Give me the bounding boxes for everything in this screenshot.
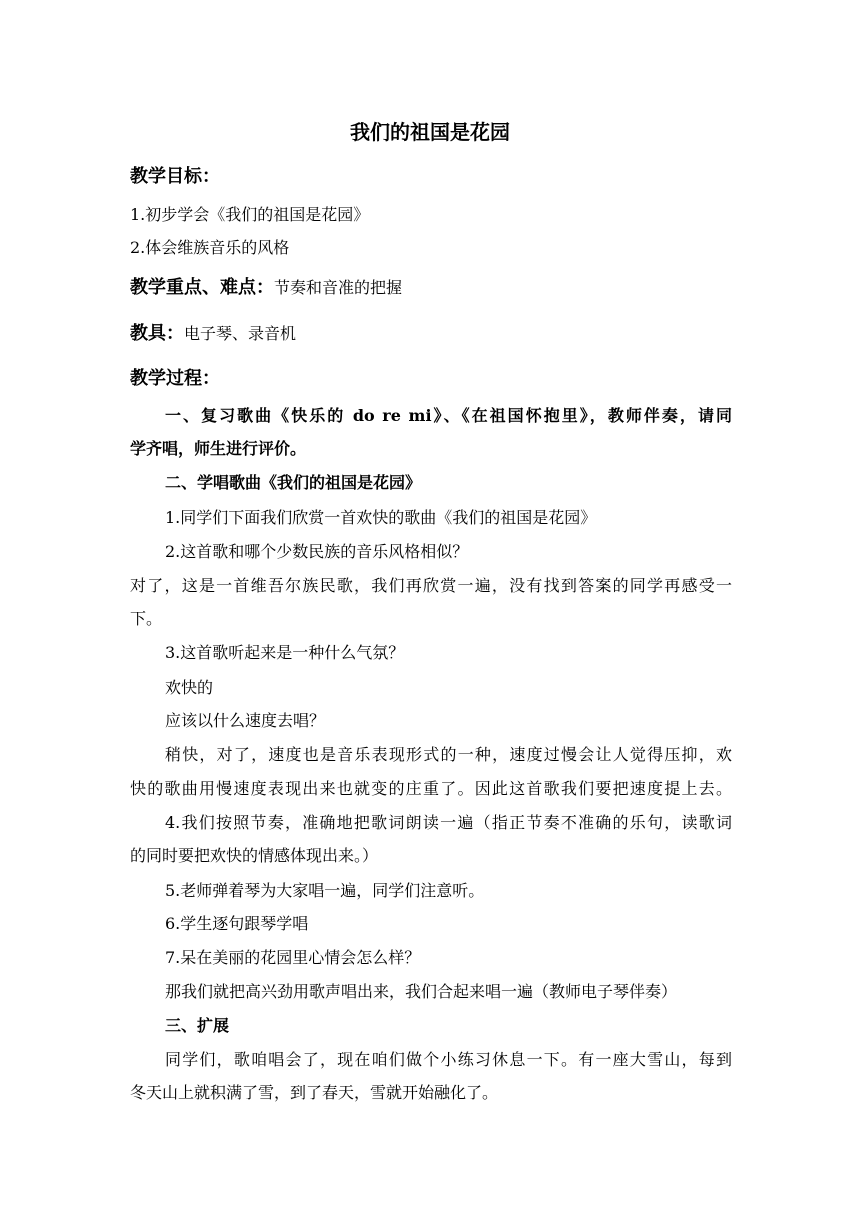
expand-line-1: 同学们，歌咱唱会了，现在咱们做个小练习休息一下。有一座大雪山，每到	[165, 1050, 732, 1069]
step-7-answer: 那我们就把高兴劲用歌声唱出来，我们合起来唱一遍（教师电子琴伴奏）	[165, 982, 678, 1001]
step-3-explain-line-1: 稍快，对了，速度也是音乐表现形式的一种，速度过慢会让人觉得压抑，欢	[165, 745, 732, 764]
step-5: 5.老师弹着琴为大家唱一遍，同学们注意听。	[165, 881, 485, 900]
objective-item-1: 1.初步学会《我们的祖国是花园》	[130, 205, 370, 224]
review-line-2: 学齐唱，师生进行评价。	[130, 439, 307, 458]
step-3: 3.这首歌听起来是一种什么气氛？	[165, 643, 405, 662]
tools-value: 电子琴、录音机	[184, 324, 297, 343]
step-2-answer-line-2: 下。	[130, 609, 163, 628]
tools-line	[130, 319, 296, 345]
objectives-heading: 教学目标：	[130, 166, 220, 187]
step-4-line-1: 4.我们按照节奏，准确地把歌词朗读一遍（指正节奏不准确的乐句，读歌词	[165, 813, 732, 832]
step-3-question: 应该以什么速度去唱？	[165, 711, 326, 730]
step-3-explain-line-2: 快的歌曲用慢速度表现出来也就变的庄重了。因此这首歌我们要把速度提上去。	[130, 779, 732, 798]
step-6: 6.学生逐句跟琴学唱	[165, 914, 309, 933]
step-1: 1.同学们下面我们欣赏一首欢快的歌曲《我们的祖国是花园》	[165, 508, 597, 527]
step-4-line-2: 的同时要把欢快的情感体现出来。）	[130, 846, 379, 865]
keypoints-heading: 教学重点、难点：	[130, 277, 274, 298]
keypoints-line	[130, 273, 402, 299]
review-line-1: 一、复习歌曲《快乐的 do re mi》、《在祖国怀抱里》，教师伴奏，请同	[165, 406, 732, 425]
expand-heading: 三、扩展	[165, 1016, 230, 1035]
page-title: 我们的祖国是花园	[350, 120, 510, 144]
step-3-answer: 欢快的	[165, 678, 214, 697]
step-7: 7.呆在美丽的花园里心情会怎么样？	[165, 948, 421, 967]
step-2-answer-line-1: 对了，这是一首维吾尔族民歌，我们再欣赏一遍，没有找到答案的同学再感受一	[130, 576, 732, 595]
process-heading: 教学过程：	[130, 368, 220, 389]
step-2: 2.这首歌和哪个少数民族的音乐风格相似？	[165, 542, 469, 561]
objective-item-2: 2.体会维族音乐的风格	[130, 238, 290, 257]
expand-line-2: 冬天山上就积满了雪，到了春天，雪就开始融化了。	[130, 1083, 499, 1102]
tools-heading: 教具：	[130, 323, 184, 344]
keypoints-value: 节奏和音准的把握	[274, 278, 403, 297]
learn-heading: 二、学唱歌曲《我们的祖国是花园》	[165, 473, 422, 492]
